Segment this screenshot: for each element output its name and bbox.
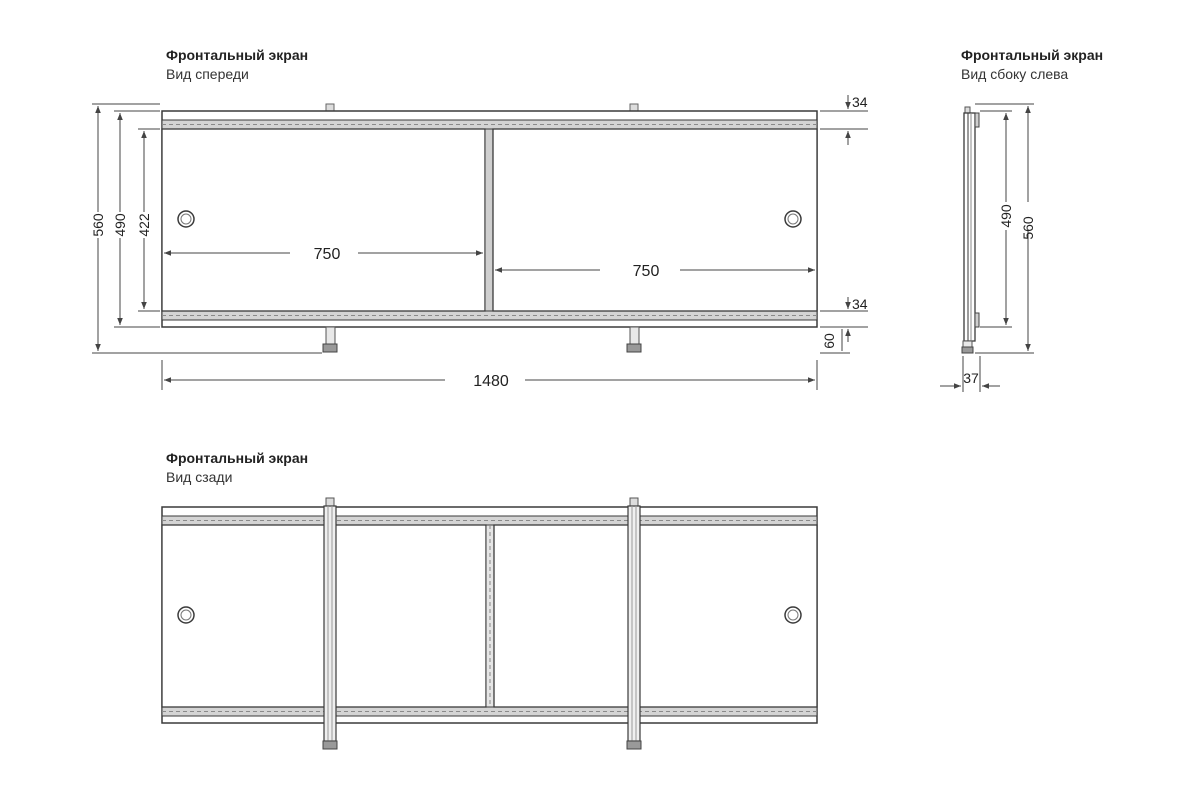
dim-width-total: 1480 xyxy=(473,373,509,390)
back-left-handle-icon xyxy=(178,607,194,623)
side-view-subtitle: Вид сбоку слева xyxy=(961,66,1069,82)
front-leg-right xyxy=(627,327,641,352)
dim-rail-top: 34 xyxy=(852,94,868,110)
front-view-drawing xyxy=(90,94,868,390)
front-left-section xyxy=(162,129,485,311)
back-right-handle-icon xyxy=(785,607,801,623)
dim-width-left: 750 xyxy=(313,246,341,263)
dim-height-inner: 422 xyxy=(136,213,152,237)
side-dim-height-panel: 490 xyxy=(998,204,1014,228)
top-fastener-right xyxy=(630,104,638,111)
side-view-title: Фронтальный экран xyxy=(961,47,1104,63)
back-support-left xyxy=(323,498,337,749)
top-fastener-left xyxy=(326,104,334,111)
side-dim-depth: 37 xyxy=(963,370,979,386)
front-right-section xyxy=(493,129,817,311)
side-dim-height-total: 560 xyxy=(1020,216,1036,240)
dim-height-panel: 490 xyxy=(112,213,128,237)
front-left-handle-icon xyxy=(178,211,194,227)
dim-height-total: 560 xyxy=(90,213,106,237)
side-view-drawing xyxy=(940,104,1036,392)
back-support-right xyxy=(627,498,641,749)
back-view-title: Фронтальный экран xyxy=(166,450,309,466)
back-view-drawing xyxy=(162,498,817,749)
dim-rail-bottom: 34 xyxy=(852,296,868,312)
back-right-section xyxy=(494,525,817,707)
front-right-handle-icon xyxy=(785,211,801,227)
dim-legs: 60 xyxy=(821,333,837,349)
front-view-title: Фронтальный экран xyxy=(166,47,309,63)
front-view-subtitle: Вид спереди xyxy=(166,66,249,82)
side-profile xyxy=(964,113,975,341)
back-view-subtitle: Вид сзади xyxy=(166,469,233,485)
front-leg-left xyxy=(323,327,337,352)
front-center-profile xyxy=(485,129,493,311)
dim-width-right: 750 xyxy=(632,263,660,280)
